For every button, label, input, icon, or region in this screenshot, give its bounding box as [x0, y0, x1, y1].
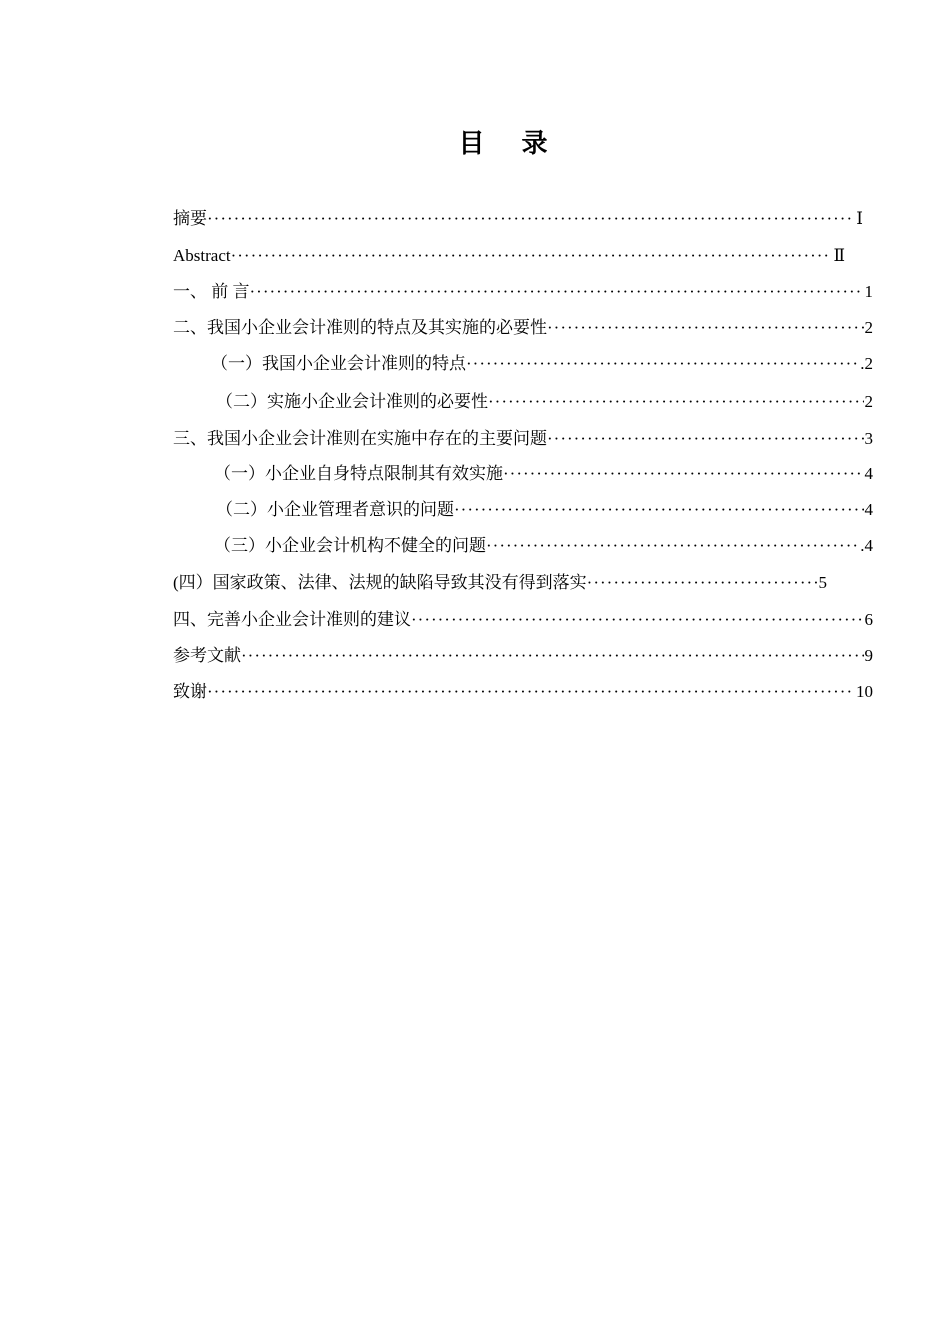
- toc-entry-label: 一、 前 言: [173, 282, 250, 301]
- page-title: 目 录: [458, 129, 562, 159]
- toc-entry-abstract-cn[interactable]: [173, 206, 863, 232]
- toc-entry-preface[interactable]: [173, 279, 873, 305]
- toc-entry-page: 1: [864, 282, 873, 301]
- toc-entry-label: 三、我国小企业会计准则在实施中存在的主要问题: [173, 429, 547, 448]
- toc-entry-label: 摘要: [173, 209, 207, 228]
- toc-entry-references[interactable]: [173, 643, 873, 669]
- toc-dot-leader: [488, 389, 864, 415]
- toc-entry-page: 2: [864, 318, 873, 337]
- toc-entry-page: 3: [864, 429, 873, 448]
- toc-entry-chapter-3[interactable]: [173, 426, 873, 452]
- toc-entry-label: (四）国家政策、法律、法规的缺陷导致其没有得到落实: [173, 573, 587, 592]
- toc-entry-label: 二、我国小企业会计准则的特点及其实施的必要性: [173, 318, 547, 337]
- toc-entry-abstract-en[interactable]: [173, 243, 845, 269]
- toc-entry-section-3-4[interactable]: [173, 570, 827, 596]
- toc-entry-chapter-2[interactable]: [173, 315, 873, 341]
- toc-entry-section-3-1[interactable]: [214, 461, 873, 487]
- toc-dot-leader: [587, 570, 818, 596]
- toc-entry-page: 6: [864, 610, 873, 629]
- toc-dot-leader: [454, 497, 864, 523]
- toc-entry-acknowledgements[interactable]: [173, 679, 873, 705]
- toc-entry-label: （一）小企业自身特点限制其有效实施: [214, 464, 503, 483]
- toc-entry-page: 5: [818, 573, 827, 592]
- toc-entry-label: （二）小企业管理者意识的问题: [216, 500, 454, 519]
- toc-entry-page: Ⅱ: [833, 246, 845, 265]
- toc-dot-leader: [547, 426, 864, 452]
- toc-entry-page: 4: [864, 500, 873, 519]
- toc-entry-page: 9: [864, 646, 873, 665]
- toc-dot-leader: [207, 206, 855, 232]
- toc-dot-leader: [486, 533, 859, 559]
- toc-dot-leader: [466, 351, 859, 377]
- toc-dot-leader: [231, 243, 833, 269]
- toc-entry-label: 参考文献: [173, 646, 241, 665]
- toc-entry-section-3-2[interactable]: [216, 497, 873, 523]
- toc-entry-label: （二）实施小企业会计准则的必要性: [216, 392, 488, 411]
- toc-dot-leader: [503, 461, 864, 487]
- toc-entry-label: （三）小企业会计机构不健全的问题: [214, 536, 486, 555]
- toc-entry-page: 10: [856, 682, 873, 701]
- toc-entry-page: .2: [860, 354, 873, 373]
- toc-entry-chapter-4[interactable]: [173, 607, 873, 633]
- toc-dot-leader: [207, 679, 855, 705]
- toc-dot-leader: [241, 643, 864, 669]
- toc-entry-section-2-2[interactable]: [216, 389, 873, 415]
- toc-entry-page: Ⅰ: [856, 209, 863, 228]
- toc-entry-section-3-3[interactable]: [214, 533, 873, 559]
- toc-entry-label: 致谢: [173, 682, 207, 701]
- toc-entry-label: （一）我国小企业会计准则的特点: [211, 354, 466, 373]
- toc-entry-section-2-1[interactable]: [211, 351, 873, 377]
- toc-entry-label: Abstract: [173, 246, 231, 265]
- toc-entry-page: 2: [864, 392, 873, 411]
- toc-entry-page: 4: [864, 464, 873, 483]
- toc-dot-leader: [547, 315, 864, 341]
- toc-entry-label: 四、完善小企业会计准则的建议: [173, 610, 411, 629]
- toc-entry-page: .4: [860, 536, 873, 555]
- toc-dot-leader: [250, 279, 864, 305]
- toc-dot-leader: [411, 607, 864, 633]
